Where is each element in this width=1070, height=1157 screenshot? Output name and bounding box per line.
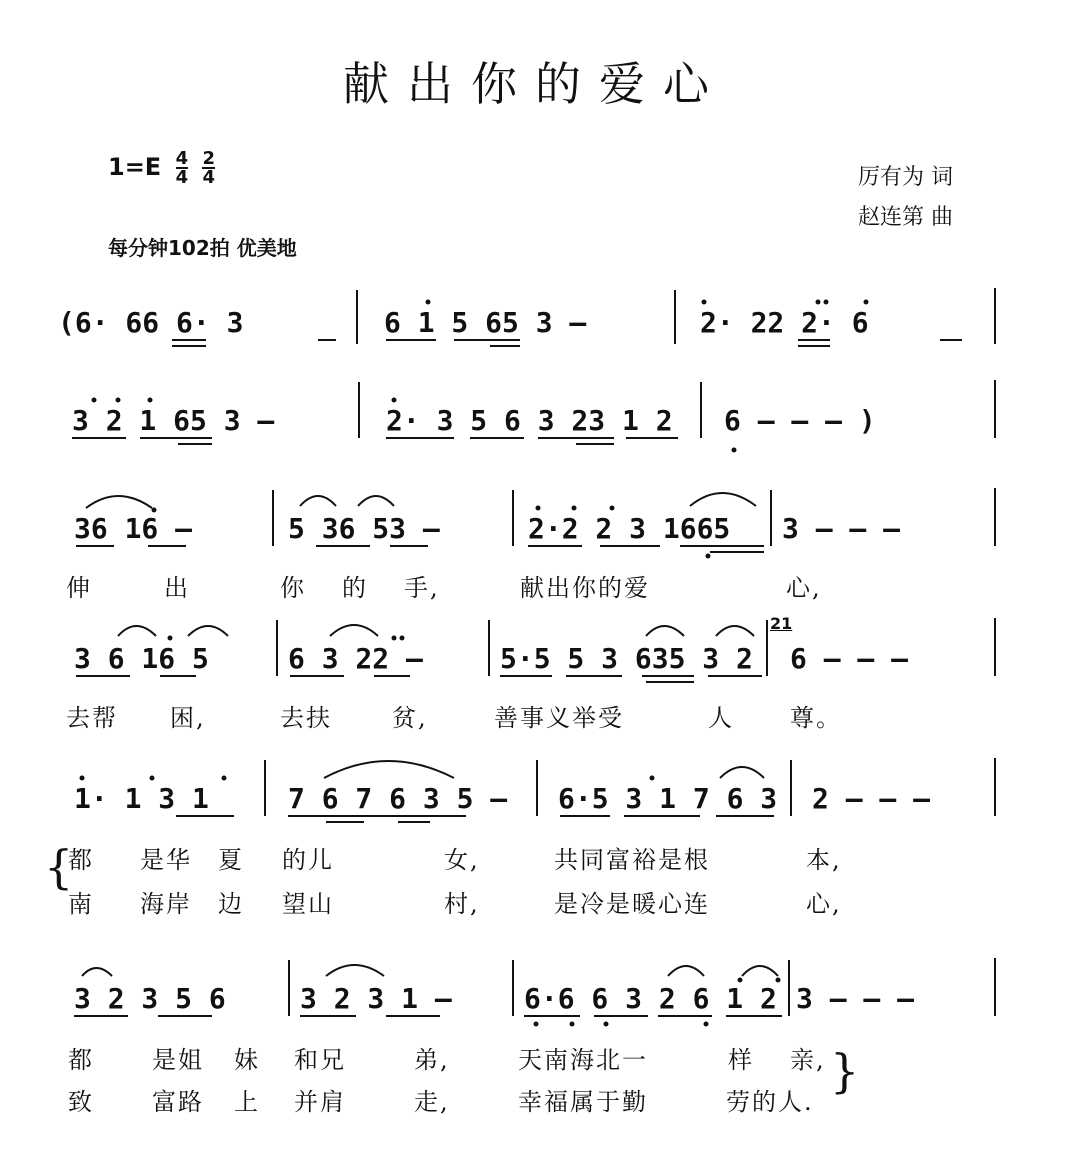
measure: 6 – – – ): [724, 404, 876, 437]
lyric: 去帮: [66, 704, 118, 732]
lyric: 的: [342, 574, 368, 602]
lyric: 是冷是暖心连: [554, 890, 710, 918]
lyric: 走,: [414, 1088, 450, 1116]
lyric: 劳的人.: [726, 1088, 814, 1116]
lyric: 天南海北一: [518, 1046, 648, 1074]
lyric: 共同富裕是根: [554, 846, 710, 874]
lyric: 和兄: [294, 1046, 346, 1074]
lyric: 富路: [152, 1088, 204, 1116]
lyric: 南: [68, 890, 94, 918]
lyric: 夏: [218, 846, 244, 874]
lyric: 望山: [282, 890, 334, 918]
lyric: 献出你的爱: [520, 574, 650, 602]
lyric: 是华: [140, 846, 192, 874]
lyric: 本,: [806, 846, 842, 874]
lyric: 并肩: [294, 1088, 346, 1116]
measure: 2 – – –: [812, 782, 931, 815]
song-title: 献出你的爱心: [343, 57, 727, 111]
measure: 3 6 16 5: [74, 642, 209, 675]
lyricist-credit: 厉有为 词: [858, 165, 953, 190]
lyric: 尊。: [790, 704, 842, 732]
measure: 7 6 7 6 3 5 –: [288, 782, 508, 815]
lyric: 出: [164, 574, 190, 602]
grace-note: 21: [770, 614, 793, 633]
measure: 6·6 6 3 2 6 1 2: [524, 982, 777, 1015]
measure: 5 36 53 –: [288, 512, 440, 545]
lyric: 困,: [170, 704, 206, 732]
measure: 3 2 3 5 6: [74, 982, 226, 1015]
measure: 6·5 3 1 7 6 3: [558, 782, 778, 815]
measure: 36 16 –: [74, 512, 193, 545]
key-text: 1=E: [108, 153, 162, 181]
lyric: 海岸: [140, 890, 192, 918]
lyric: 边: [218, 890, 244, 918]
lyric: 贫,: [392, 704, 428, 732]
lyric: 的儿: [282, 846, 334, 874]
lyric: 是姐: [152, 1046, 204, 1074]
measure: 3 – – –: [782, 512, 901, 545]
tempo-marking: 每分钟102拍 优美地: [108, 236, 297, 260]
measure: 2·2 2 3 1665: [528, 512, 731, 545]
lyric: 人: [708, 704, 734, 732]
measure: (6· 66 6· 3: [58, 306, 244, 339]
lyric: 都: [68, 1046, 94, 1074]
measure: 3 2 3 1 –: [300, 982, 452, 1015]
lyric: 致: [68, 1088, 94, 1116]
time-signature-1: $\frac{4}{4}$: [175, 148, 189, 188]
measure: 3 2 1 65 3 –: [72, 404, 275, 437]
lyric: 弟,: [414, 1046, 450, 1074]
verse-brace: }: [830, 1044, 860, 1098]
lyric: 心,: [786, 574, 822, 602]
measure: 5·5 5 3 635 3 2: [500, 642, 753, 675]
measure: 6 3 22 –: [288, 642, 423, 675]
lyric: 幸福属于勤: [518, 1088, 648, 1116]
lyric: 去扶: [280, 704, 332, 732]
lyric: 善事义举受: [494, 704, 624, 732]
measure: 2· 3 5 6 3 23 1 2: [386, 404, 673, 437]
time-signature-2: $\frac{2}{4}$: [202, 148, 215, 188]
lyric: 样: [728, 1046, 754, 1074]
measure: 6 1 5 65 3 –: [384, 306, 587, 339]
composer-credit: 赵连第 曲: [858, 205, 953, 230]
lyric: 伸: [66, 574, 92, 602]
measure: 2· 22 2· 6: [700, 306, 869, 339]
measure: 3 – – –: [796, 982, 915, 1015]
lyric: 手,: [404, 574, 440, 602]
lyric: 上: [234, 1088, 260, 1116]
lyric: 都: [68, 846, 94, 874]
lyric: 妹: [234, 1046, 260, 1074]
measure: 1· 1 3 1: [74, 782, 209, 815]
lyric: 村,: [444, 890, 480, 918]
lyric: 亲,: [790, 1046, 826, 1074]
lyric: 女,: [444, 846, 480, 874]
verse-brace: {: [44, 840, 74, 894]
measure: 6 – – –: [790, 642, 909, 675]
lyric: 心,: [806, 890, 842, 918]
lyric: 你: [280, 574, 306, 602]
